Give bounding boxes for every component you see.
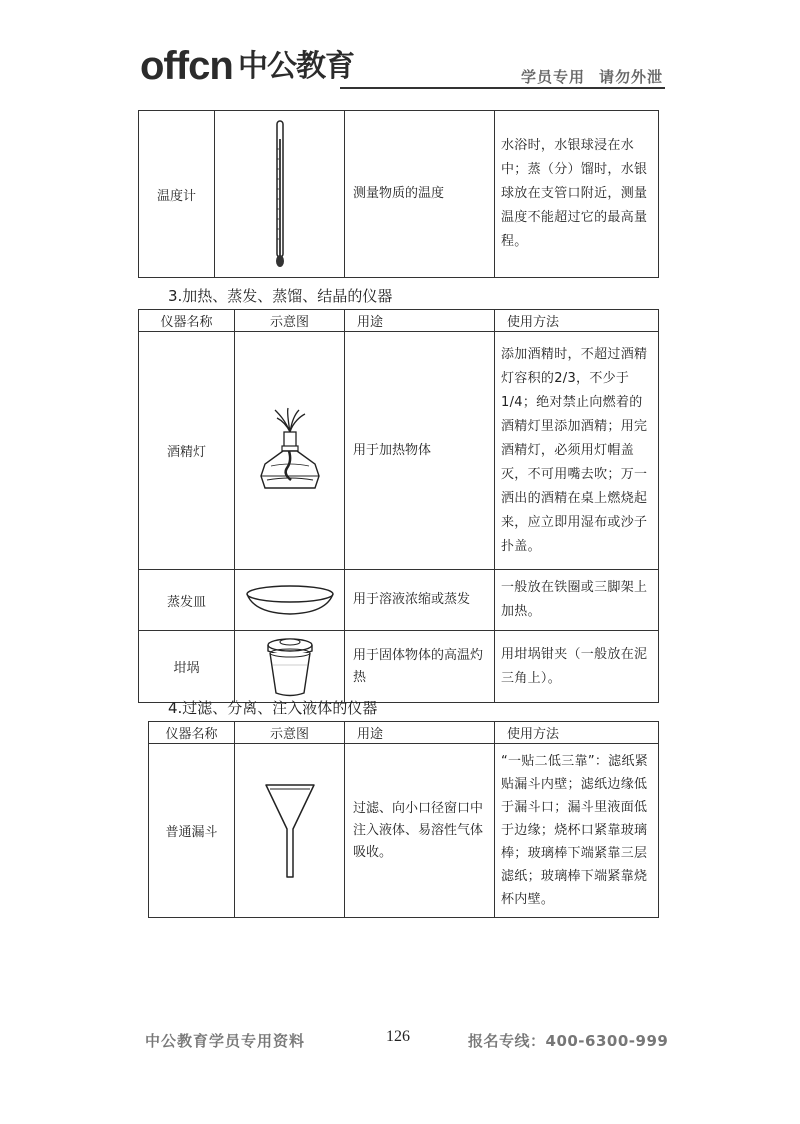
- instrument-picture: [215, 111, 345, 278]
- instrument-method: 一般放在铁圈或三脚架上加热。: [495, 570, 659, 631]
- crucible-icon: [260, 635, 320, 699]
- logo-text: offcn: [140, 44, 233, 88]
- instrument-name: 酒精灯: [139, 332, 235, 570]
- instrument-use: 用于固体物体的高温灼热: [345, 631, 495, 703]
- col-header-use: 用途: [345, 722, 495, 744]
- funnel-icon: [262, 781, 318, 881]
- footer-label: 中公教育学员专用资料: [145, 1032, 306, 1050]
- instrument-use: 测量物质的温度: [345, 111, 495, 278]
- col-header-use: 用途: [345, 310, 495, 332]
- col-header-picture: 示意图: [235, 310, 345, 332]
- header-notice: [521, 66, 663, 87]
- section-title-heating: 3.加热、蒸发、蒸馏、结晶的仪器: [168, 287, 393, 305]
- instrument-method: “一贴二低三靠”：滤纸紧贴漏斗内壁；滤纸边缘低于漏斗口；漏斗里液面低于边缘；烧杯口紧靠玻璃棒；玻璃棒下端紧靠三层滤纸；玻璃棒下端紧靠烧杯内壁。: [495, 744, 659, 918]
- instrument-method: 用坩埚钳夹（一般放在泥三角上）。: [495, 631, 659, 703]
- alcohol-lamp-icon: [255, 406, 325, 496]
- col-header-name: 仪器名称: [139, 310, 235, 332]
- evaporating-dish-icon: [244, 583, 336, 617]
- instrument-picture: [235, 570, 345, 631]
- col-header-method: 使用方法: [495, 722, 659, 744]
- thermometer-icon: [270, 119, 290, 269]
- table-header-row: [139, 310, 659, 332]
- instrument-use: 用于加热物体: [345, 332, 495, 570]
- page-number: 126: [386, 1028, 410, 1045]
- table-row: [139, 570, 659, 631]
- instrument-use: 过滤、向小口径窗口中注入液体、易溶性气体吸收。: [345, 744, 495, 918]
- instrument-name: 坩埚: [139, 631, 235, 703]
- instrument-method: 添加酒精时，不超过酒精灯容积的2/3，不少于1/4；绝对禁止向燃着的酒精灯里添加酒精；用完酒精灯，必须用灯帽盖灭，不可用嘴去吹；万一洒出的酒精在桌上燃烧起来，应立即用湿布或沙子扑盖。: [495, 332, 659, 570]
- table-row: [149, 744, 659, 918]
- col-header-picture: 示意图: [235, 722, 345, 744]
- instrument-name: 普通漏斗: [149, 744, 235, 918]
- instrument-name: 温度计: [139, 111, 215, 278]
- thermometer-table: [138, 110, 659, 278]
- header-rule: [340, 87, 665, 89]
- section-title-filtration: 4.过滤、分离、注入液体的仪器: [168, 699, 378, 717]
- table-header-row: [149, 722, 659, 744]
- heating-instruments-table: [138, 309, 659, 703]
- instrument-picture: [235, 631, 345, 703]
- header-tag-confidential: 请勿外泄: [598, 68, 663, 86]
- instrument-name: 蒸发皿: [139, 570, 235, 631]
- table-row: [139, 111, 659, 278]
- logo-chinese: 中公教育: [238, 49, 354, 84]
- footer-hotline: 报名专线：400-6300-999: [468, 1032, 669, 1050]
- instrument-method: 水浴时，水银球浸在水中；蒸（分）馏时，水银球放在支管口附近，测量温度不能超过它的最高量程。: [495, 111, 659, 278]
- col-header-method: 使用方法: [495, 310, 659, 332]
- instrument-picture: [235, 744, 345, 918]
- page-header: [140, 36, 665, 94]
- instrument-picture: [235, 332, 345, 570]
- filtration-instruments-table: [148, 721, 659, 918]
- header-tag-students: 学员专用: [520, 68, 585, 86]
- instrument-use: 用于溶液浓缩或蒸发: [345, 570, 495, 631]
- col-header-name: 仪器名称: [149, 722, 235, 744]
- table-row: [139, 332, 659, 570]
- table-row: [139, 631, 659, 703]
